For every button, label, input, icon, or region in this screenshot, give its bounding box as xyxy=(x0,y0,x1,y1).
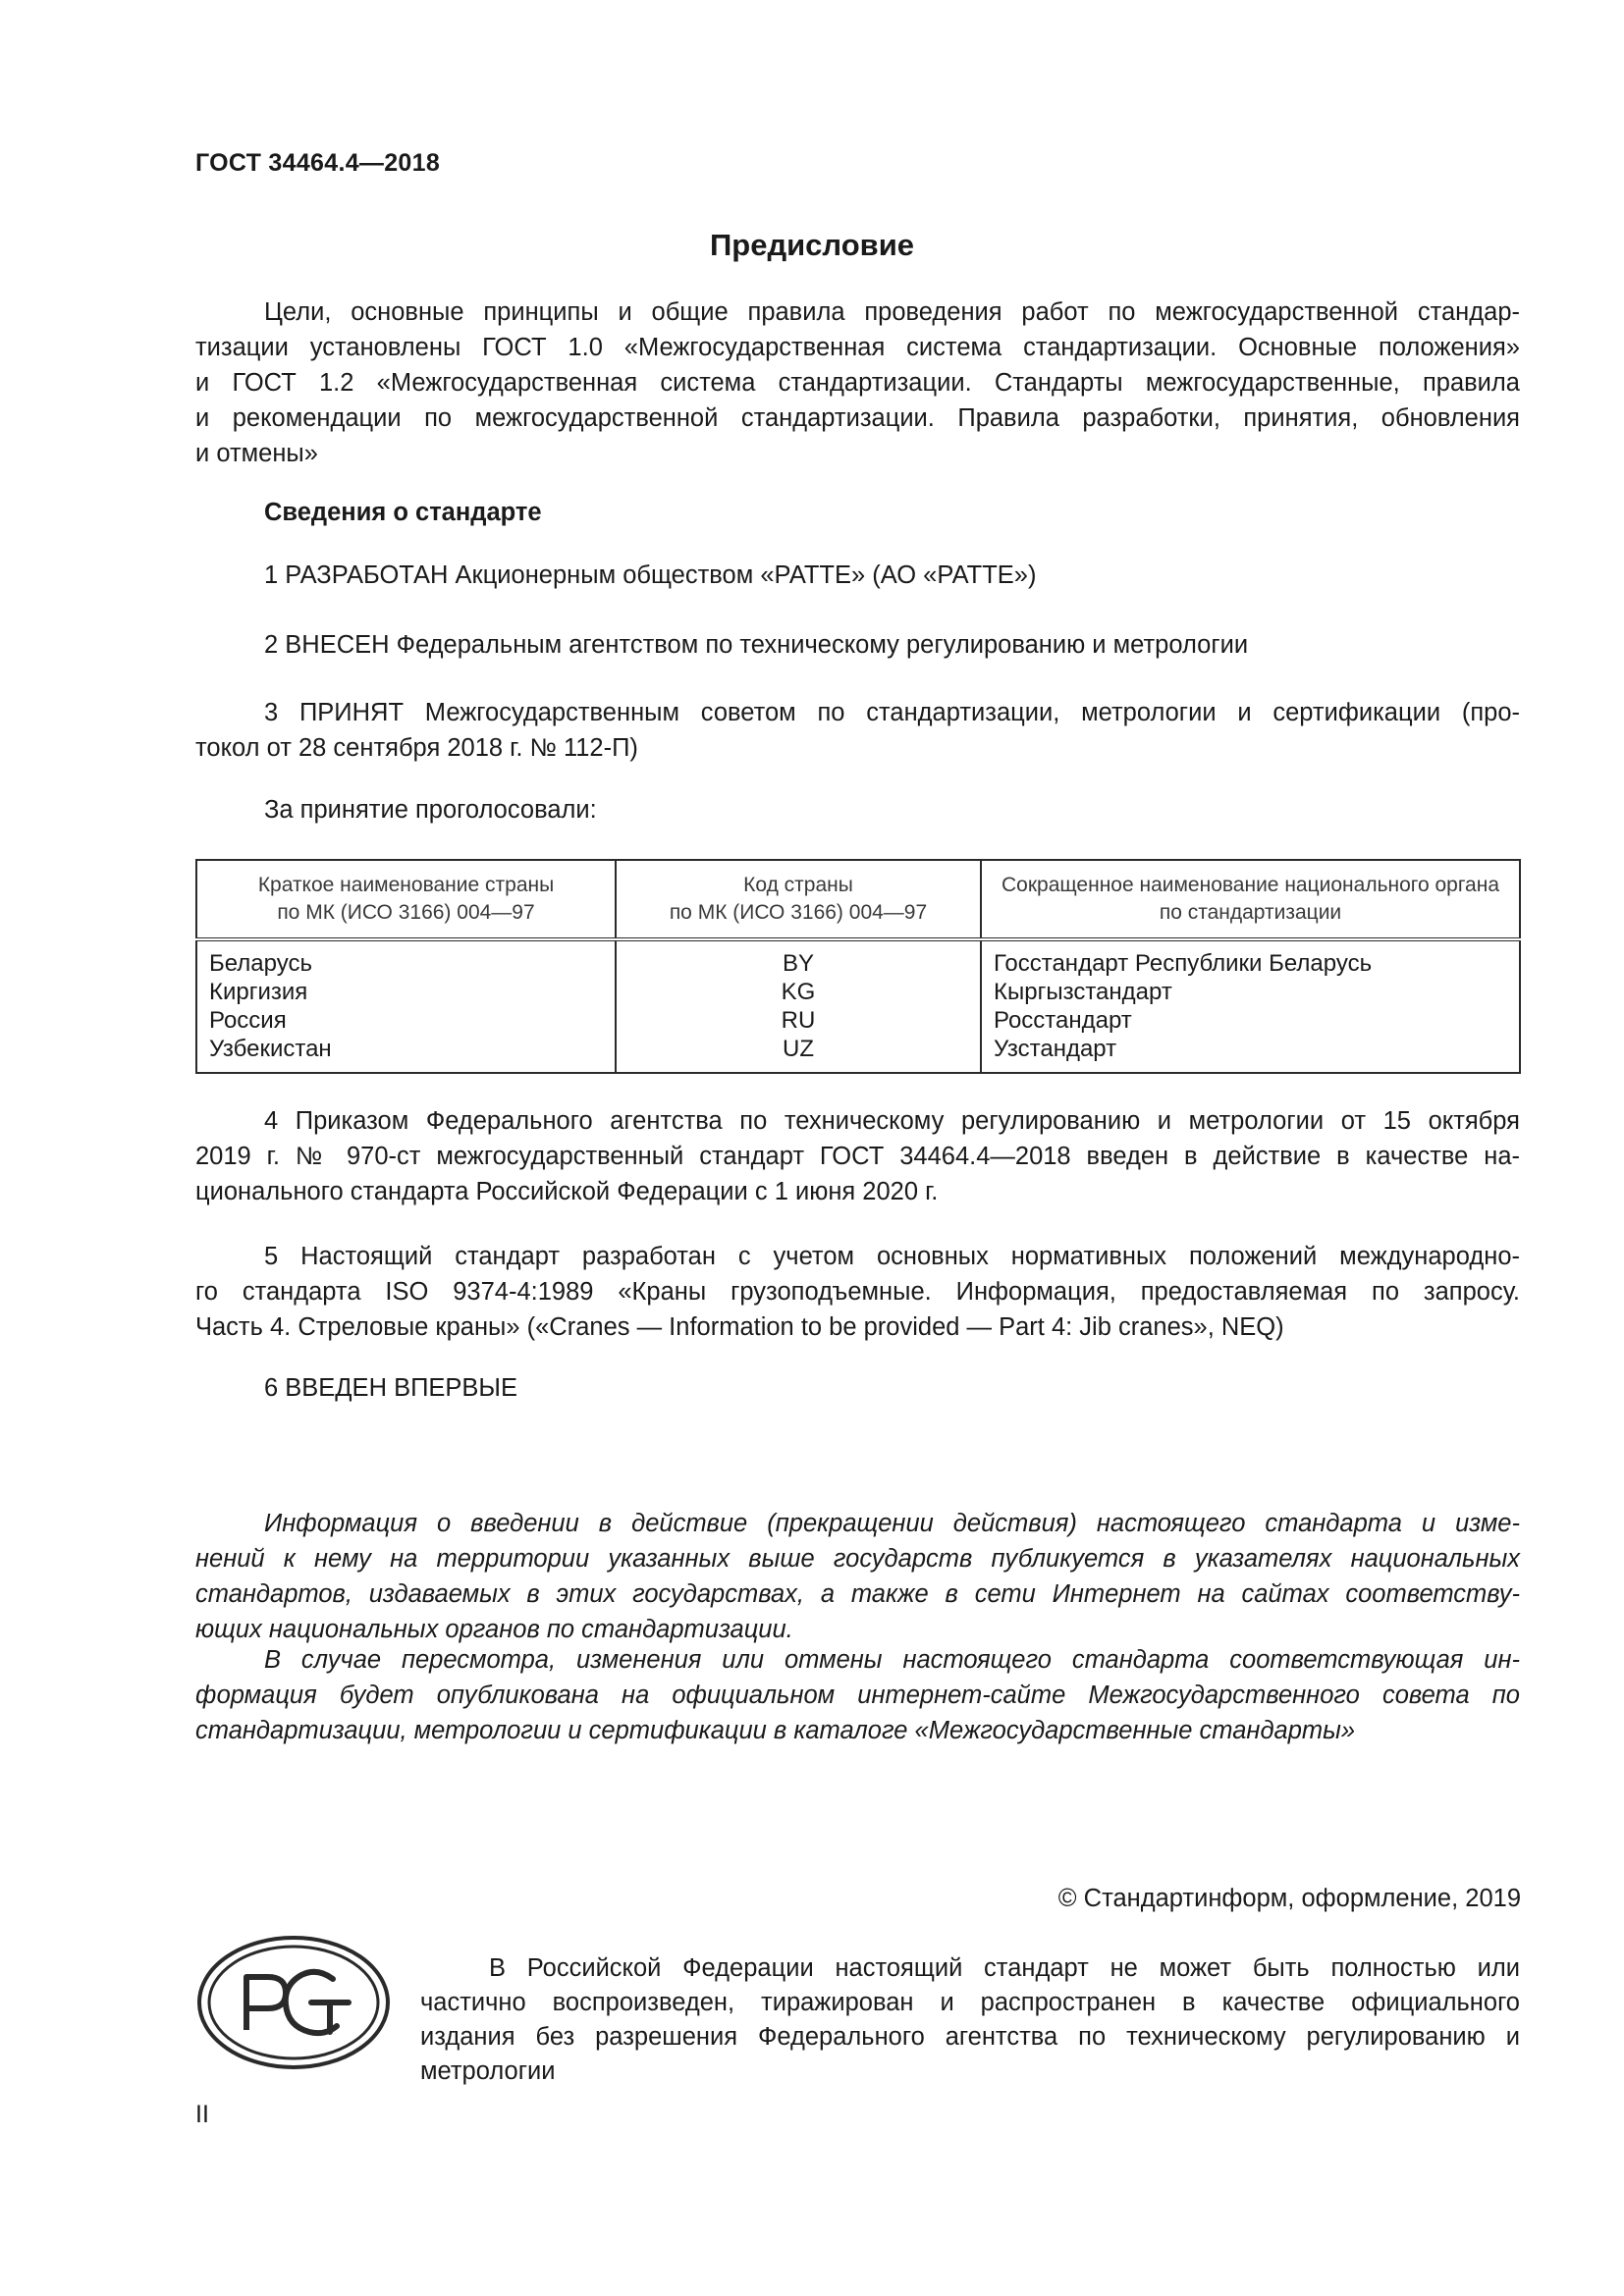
info-item-3-line: токол от 28 сентября 2018 г. № 112-П) xyxy=(195,734,638,762)
country-name: Киргизия xyxy=(209,979,308,1005)
national-body: Узстандарт xyxy=(994,1036,1117,1062)
country-name: Узбекистан xyxy=(209,1036,332,1062)
table-row xyxy=(196,939,1520,1073)
country-name: Беларусь xyxy=(209,950,312,977)
copyright-notice: © Стандартинформ, оформление, 2019 xyxy=(1057,1885,1521,1912)
rights-notice xyxy=(420,1951,1520,2089)
item-4-line: 2019 г. № 970-ст межгосударственный стандарт ГОСТ 34464.4—2018 введен в действие в качестве на- xyxy=(195,1143,1520,1170)
intro-paragraph xyxy=(195,294,1520,471)
info-item-3 xyxy=(195,695,1520,766)
country-code: KG xyxy=(781,979,816,1005)
notice-line: стандартизации, метрологии и сертификации в каталоге «Межгосударственные стандарты» xyxy=(195,1717,1356,1744)
info-item-2: 2 ВНЕСЕН Федеральным агентством по техническому регулированию и метрологии xyxy=(264,631,1249,659)
notice-line: стандартов, издаваемых в этих государствах, а также в сети Интернет на сайтах соответству- xyxy=(195,1580,1520,1608)
country-code: BY xyxy=(782,950,814,977)
notice-line: Информация о введении в действие (прекращении действия) настоящего стандарта и изме- xyxy=(264,1510,1520,1537)
country-code: RU xyxy=(781,1007,816,1034)
column-header-country: Краткое наименование страны по МК (ИСО 3166) 004—97 xyxy=(196,860,616,939)
item-5-line: 5 Настоящий стандарт разработан с учетом основных нормативных положений международно- xyxy=(264,1243,1520,1270)
intro-line: тизации установлены ГОСТ 1.0 «Межгосударственная система стандартизации. Основные положения» xyxy=(195,334,1520,361)
intro-line: и ГОСТ 1.2 «Межгосударственная система стандартизации. Стандарты межгосударственные, правила xyxy=(195,369,1520,397)
item-5-line: Часть 4. Стреловые краны» («Cranes — Information to be provided — Part 4: Jib cranes», NEQ) xyxy=(195,1313,1284,1341)
notice-line: В случае пересмотра, изменения или отмены настоящего стандарта соответствующая ин- xyxy=(264,1646,1520,1674)
code-cell xyxy=(616,939,981,1073)
item-5-line: го стандарта ISO 9374-4:1989 «Краны грузоподъемные. Информация, предоставляемая по запросу. xyxy=(195,1278,1520,1306)
item-4-line: 4 Приказом Федерального агентства по техническому регулированию и метрологии от 15 октября xyxy=(264,1107,1520,1135)
rights-line: частично воспроизведен, тиражирован и распространен в качестве официального xyxy=(420,1989,1520,2016)
item-4 xyxy=(195,1103,1520,1209)
page-number: II xyxy=(195,2101,209,2128)
notice-line: нений к нему на территории указанных выше государств публикуется в указателях национальных xyxy=(195,1545,1520,1573)
item-4-line: ционального стандарта Российской Федерации с 1 июня 2020 г. xyxy=(195,1178,939,1205)
national-body: Росстандарт xyxy=(994,1007,1132,1034)
country-cell xyxy=(196,939,616,1073)
national-body: Кыргызстандарт xyxy=(994,979,1172,1005)
info-item-3-line: 3 ПРИНЯТ Межгосударственным советом по стандартизации, метрологии и сертификации (про- xyxy=(264,699,1520,726)
intro-line: Цели, основные принципы и общие правила проведения работ по межгосударственной стандар- xyxy=(264,298,1520,326)
info-heading: Сведения о стандарте xyxy=(264,499,542,526)
rights-line: метрологии xyxy=(420,2057,556,2085)
notice-paragraph-1 xyxy=(195,1506,1520,1647)
national-body: Госстандарт Республики Беларусь xyxy=(994,950,1373,977)
rights-line: В Российской Федерации настоящий стандарт не может быть полностью или xyxy=(489,1954,1520,1982)
intro-line: и рекомендации по межгосударственной стандартизации. Правила разработки, принятия, обновления xyxy=(195,404,1520,432)
voters-table xyxy=(195,859,1521,1074)
body-cell xyxy=(981,939,1520,1073)
column-header-code: Код страны по МК (ИСО 3166) 004—97 xyxy=(616,860,981,939)
notice-paragraph-2 xyxy=(195,1642,1520,1748)
document-code: ГОСТ 34464.4—2018 xyxy=(195,149,441,177)
rights-line: издания без разрешения Федерального агентства по техническому регулированию и xyxy=(420,2023,1520,2051)
info-item-1: 1 РАЗРАБОТАН Акционерным обществом «РАТТЕ» (АО «РАТТЕ») xyxy=(264,561,1037,589)
item-5 xyxy=(195,1239,1520,1345)
item-6: 6 ВВЕДЕН ВПЕРВЫЕ xyxy=(264,1374,518,1402)
country-name: Россия xyxy=(209,1007,287,1034)
table-header-row xyxy=(196,860,1520,939)
page-title: Предисловие xyxy=(709,228,914,262)
notice-line: ющих национальных органов по стандартизации. xyxy=(195,1616,793,1643)
column-header-body: Сокращенное наименование национального органа по стандартизации xyxy=(1001,874,1500,924)
voted-label: За принятие проголосовали: xyxy=(264,796,597,824)
intro-line: и отмены» xyxy=(195,440,318,467)
rst-logo-icon xyxy=(195,1934,392,2071)
notice-line: формация будет опубликована на официальном интернет-сайте Межгосударственного совета по xyxy=(195,1682,1520,1709)
country-code: UZ xyxy=(783,1036,814,1062)
